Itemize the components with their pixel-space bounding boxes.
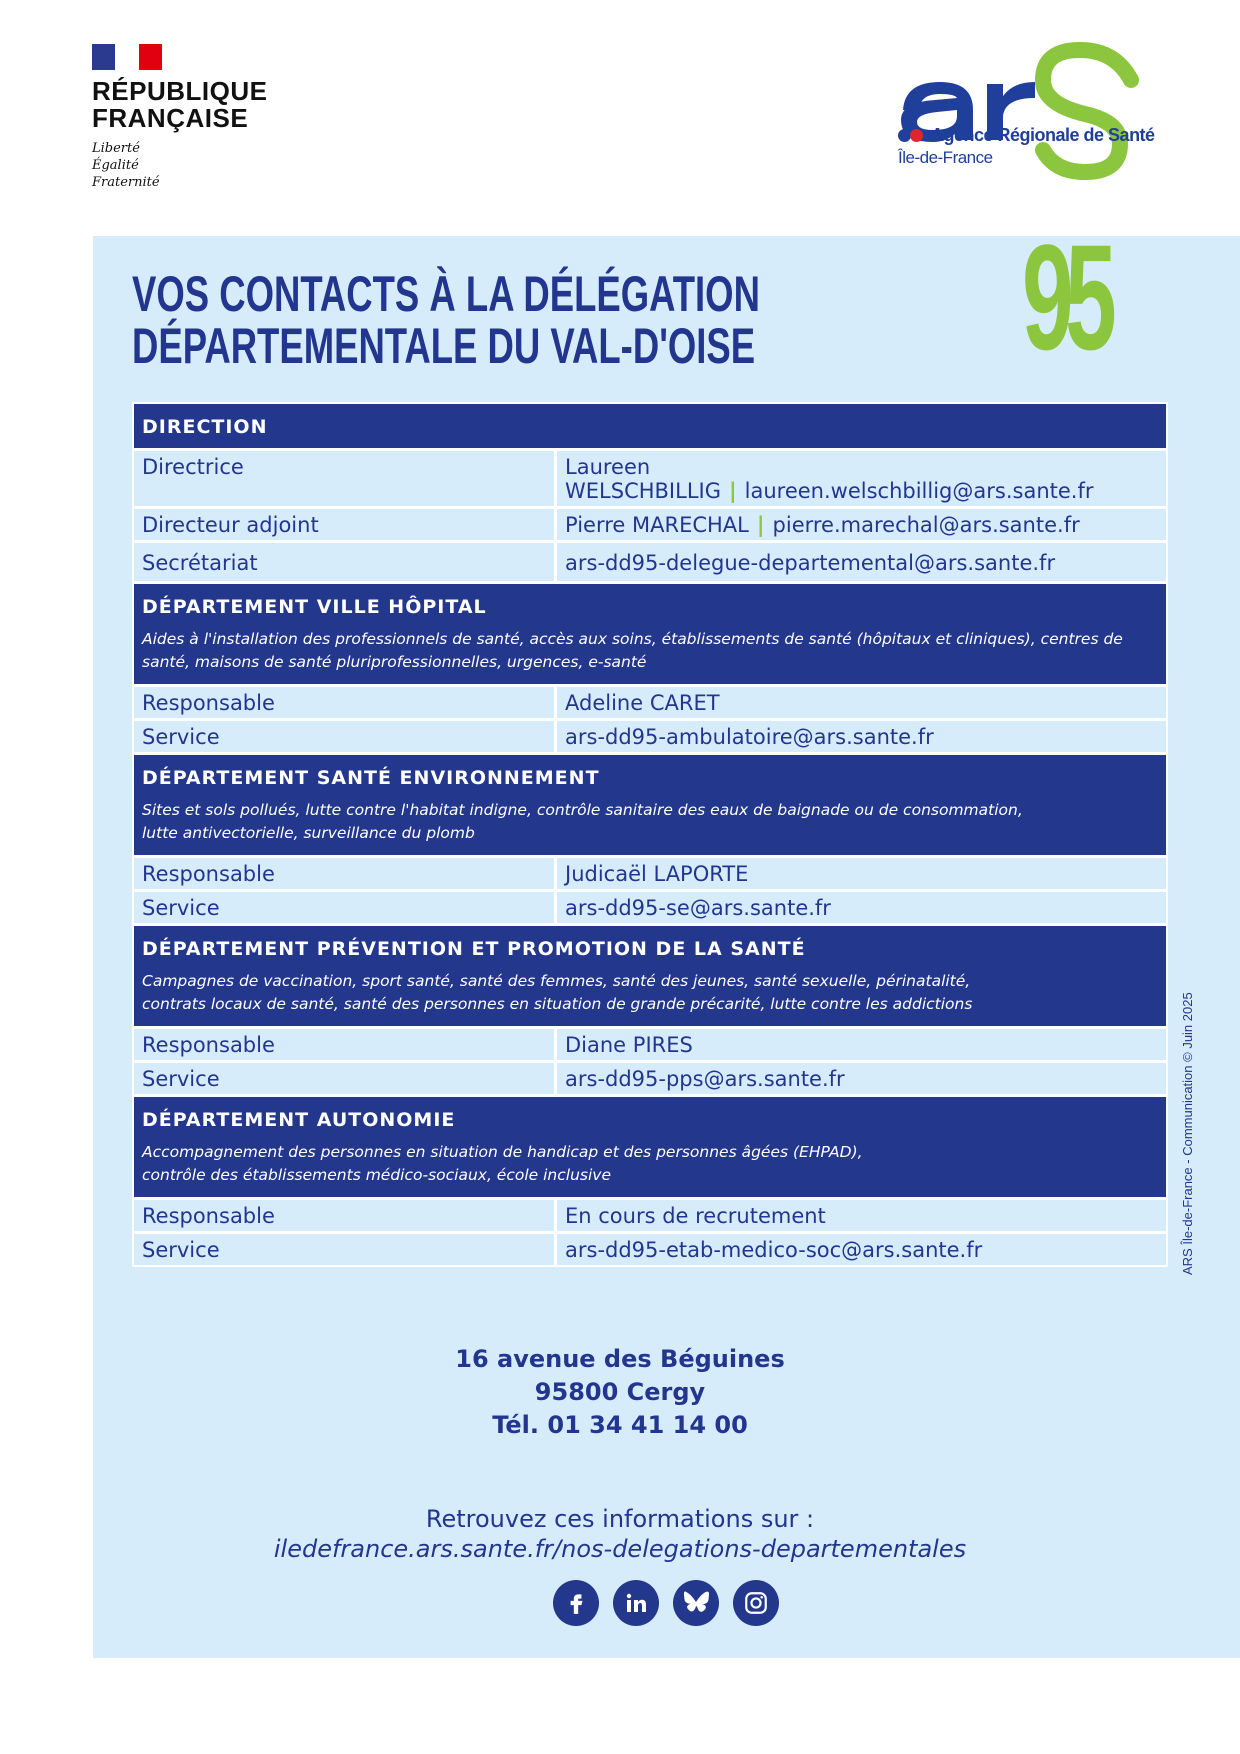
directrice-name: Laureen WELSCHBILLIG <box>565 455 721 503</box>
row-label: Directeur adjoint <box>134 509 557 540</box>
table-row <box>134 509 1166 543</box>
section-header-autonomie <box>134 1097 1166 1200</box>
table-row <box>134 687 1166 721</box>
vertical-credit: ARS Île-de-France - Communication © Juin 2025 <box>1180 992 1195 1275</box>
republique-motto <box>92 140 272 191</box>
table-row <box>134 858 1166 892</box>
section-description: Accompagnement des personnes en situation de handicap et des personnes âgées (EHPAD), contrôle des établissements médico-sociaux, école inclusive <box>142 1143 863 1184</box>
contacts-table <box>132 402 1168 1267</box>
republique-francaise-logo <box>92 44 272 191</box>
row-label: Responsable <box>134 1029 557 1060</box>
address-city: 95800 Cergy <box>534 1378 706 1406</box>
website-link[interactable]: iledefrance.ars.sante.fr/nos-delegations-departementales <box>273 1535 967 1563</box>
service-email[interactable]: ars-dd95-pps@ars.sante.fr <box>565 1067 845 1091</box>
ars-agency-name: Agence Régionale de Santé <box>931 125 1155 145</box>
address-block <box>0 1343 1240 1442</box>
responsable-name: En cours de recrutement <box>565 1204 826 1228</box>
ars-region-name: Île-de-France <box>898 148 993 167</box>
red-dot-icon <box>910 129 923 142</box>
section-description: Aides à l'installation des professionnels de santé, accès aux soins, établissements de santé (hôpitaux et cliniques), centres de santé, maisons de santé pluriprofessionnelles, urgences, e-santé <box>142 630 1123 671</box>
row-label: Service <box>134 892 557 923</box>
section-description: Sites et sols pollués, lutte contre l'habitat indigne, contrôle sanitaire des eaux de baignade ou de consommation, lutte antivectorielle, surveillance du plomb <box>142 801 1023 842</box>
row-label: Secrétariat <box>134 543 557 581</box>
section-title: DÉPARTEMENT VILLE HÔPITAL <box>142 596 487 618</box>
page-title <box>132 268 760 372</box>
section-title: DÉPARTEMENT AUTONOMIE <box>142 1109 456 1131</box>
department-number: 95 <box>1022 213 1109 381</box>
section-header-ville-hopital <box>134 584 1166 687</box>
facebook-icon[interactable] <box>553 1580 599 1626</box>
find-info-text: Retrouvez ces informations sur : <box>425 1505 815 1533</box>
table-row <box>134 1200 1166 1234</box>
motto-egalite: Égalité <box>92 158 139 173</box>
row-label: Service <box>134 1063 557 1094</box>
section-header-sante-environnement <box>134 755 1166 858</box>
row-value <box>557 451 1166 506</box>
row-label: Directrice <box>134 451 557 506</box>
section-title: DÉPARTEMENT SANTÉ ENVIRONNEMENT <box>142 767 600 789</box>
service-email[interactable]: ars-dd95-se@ars.sante.fr <box>565 896 831 920</box>
table-row <box>134 721 1166 755</box>
section-description: Campagnes de vaccination, sport santé, santé des femmes, santé des jeunes, santé sexuelle, périnatalité, contrats locaux de santé, santé des personnes en situation de grande précarité, lutte contre les addictions <box>142 972 973 1013</box>
motto-liberte: Liberté <box>92 141 140 156</box>
responsable-name: Adeline CARET <box>565 691 720 715</box>
table-row <box>134 892 1166 926</box>
row-value <box>557 509 1166 540</box>
address-phone: Tél. 01 34 41 14 00 <box>492 1411 748 1439</box>
address-street: 16 avenue des Béguines <box>455 1345 785 1373</box>
francaise-line: FRANÇAISE <box>92 103 249 133</box>
service-email[interactable]: ars-dd95-etab-medico-soc@ars.sante.fr <box>565 1238 983 1262</box>
table-row <box>134 1234 1166 1265</box>
separator: | <box>728 479 737 503</box>
ars-logo-text <box>898 125 1155 168</box>
social-links <box>553 1580 779 1626</box>
bluesky-icon[interactable] <box>673 1580 719 1626</box>
row-label: Service <box>134 721 557 752</box>
secretariat-email[interactable]: ars-dd95-delegue-departemental@ars.sante.fr <box>565 551 1056 575</box>
table-row <box>134 1029 1166 1063</box>
table-row <box>134 451 1166 509</box>
direction-section-header <box>134 404 1166 451</box>
table-row <box>134 543 1166 584</box>
section-title: DIRECTION <box>142 416 268 438</box>
section-title: DÉPARTEMENT PRÉVENTION ET PROMOTION DE LA SANTÉ <box>142 938 806 960</box>
row-label: Responsable <box>134 1200 557 1231</box>
marianne-flag-icon <box>92 44 162 70</box>
responsable-name: Judicaël LAPORTE <box>565 862 749 886</box>
linkedin-icon[interactable] <box>613 1580 659 1626</box>
row-label: Responsable <box>134 687 557 718</box>
adjoint-name: Pierre MARECHAL <box>565 513 749 537</box>
responsable-name: Diane PIRES <box>565 1033 693 1057</box>
table-row <box>134 1063 1166 1097</box>
adjoint-email[interactable]: pierre.marechal@ars.sante.fr <box>772 513 1080 537</box>
row-label: Service <box>134 1234 557 1265</box>
instagram-icon[interactable] <box>733 1580 779 1626</box>
separator: | <box>756 513 765 537</box>
page-title-line1: VOS CONTACTS À LA DÉLÉGATION <box>132 266 760 322</box>
ars-logo-icon <box>895 40 1155 200</box>
row-label: Responsable <box>134 858 557 889</box>
motto-fraternite: Fraternité <box>92 175 160 190</box>
service-email[interactable]: ars-dd95-ambulatoire@ars.sante.fr <box>565 725 934 749</box>
directrice-email[interactable]: laureen.welschbillig@ars.sante.fr <box>744 479 1094 503</box>
republique-line: RÉPUBLIQUE <box>92 76 268 106</box>
section-header-prevention <box>134 926 1166 1029</box>
page-title-line2: DÉPARTEMENTALE DU VAL-D'OISE <box>132 318 756 374</box>
republique-francaise-title <box>92 78 272 132</box>
